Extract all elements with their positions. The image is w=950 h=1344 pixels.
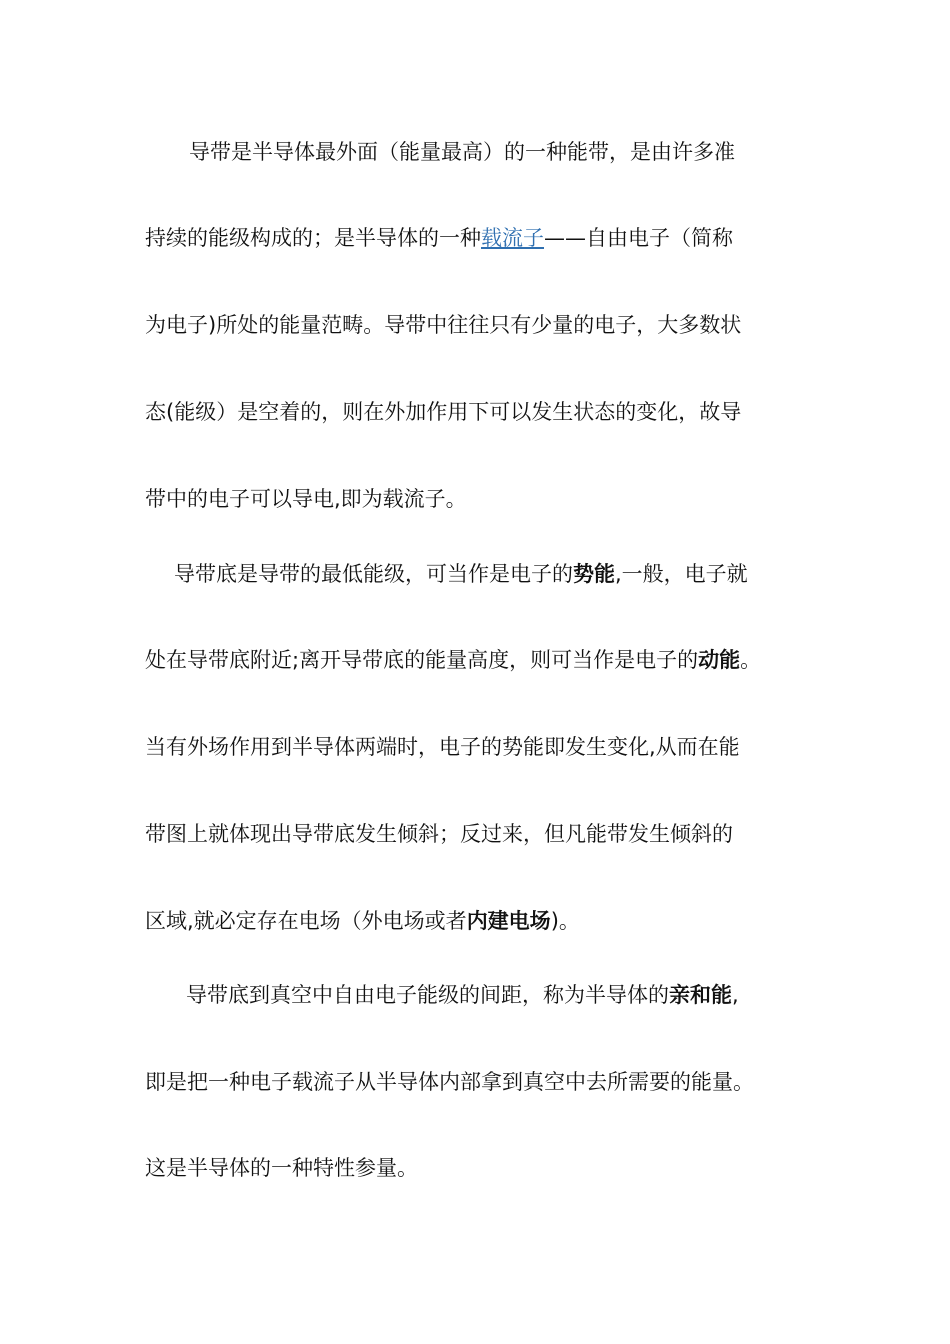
paragraph-1-line-3 xyxy=(145,310,741,340)
text-segment: 即是把一种电子载流子从半导体内部拿到真空中去所需要的能量。 xyxy=(145,1070,754,1094)
text-segment: 这是半导体的一种特性参量。 xyxy=(145,1156,418,1180)
bold-term-electron-affinity: 亲和能 xyxy=(669,983,732,1007)
text-segment: )。 xyxy=(550,909,580,933)
text-segment: 处在导带底附近;离开导带底的能量高度，则可当作是电子的 xyxy=(145,648,699,672)
bold-term-built-in-field: 内建电场 xyxy=(466,909,551,933)
paragraph-2-line-3 xyxy=(145,732,740,762)
text-segment: 导带底到真空中自由电子能级的间距，称为半导体的 xyxy=(186,983,669,1007)
paragraph-1-line-1 xyxy=(189,137,735,167)
paragraph-2-line-1 xyxy=(174,559,748,589)
text-segment: ,一般，电子就 xyxy=(615,562,748,586)
carrier-link[interactable]: 载流子 xyxy=(481,226,544,250)
paragraph-2-line-4 xyxy=(145,819,733,849)
paragraph-1-line-5 xyxy=(145,484,467,514)
paragraph-2-line-2 xyxy=(145,645,761,675)
text-segment: 导带底是导带的最低能级，可当作是电子的 xyxy=(174,562,573,586)
text-segment: 当有外场作用到半导体两端时，电子的势能即发生变化,从而在能 xyxy=(145,735,740,759)
text-segment: 区域,就必定存在电场（外电场或者 xyxy=(145,909,467,933)
bold-term-potential-energy: 势能 xyxy=(573,562,615,586)
paragraph-3-line-2 xyxy=(145,1067,754,1097)
text-segment: , xyxy=(732,983,739,1007)
paragraph-3-line-1 xyxy=(186,980,739,1010)
paragraph-3-line-3 xyxy=(145,1153,418,1183)
paragraph-1-line-2 xyxy=(145,223,733,253)
paragraph-1-line-4 xyxy=(145,397,741,427)
text-segment: 为电子)所处的能量范畴。导带中往往只有少量的电子，大多数状 xyxy=(145,313,742,337)
text-segment: 导带是半导体最外面（能量最高）的一种能带，是由许多准 xyxy=(189,140,735,164)
text-segment: 持续的能级构成的；是半导体的一种 xyxy=(145,226,481,250)
text-segment: 态(能级）是空着的，则在外加作用下可以发生状态的变化，故导 xyxy=(145,400,742,424)
paragraph-2-line-5 xyxy=(145,906,580,936)
text-segment: 。 xyxy=(740,648,762,672)
text-segment: 带中的电子可以导电,即为载流子。 xyxy=(145,487,467,511)
bold-term-kinetic-energy: 动能 xyxy=(698,648,741,672)
text-segment: 带图上就体现出导带底发生倾斜；反过来，但凡能带发生倾斜的 xyxy=(145,822,733,846)
text-segment: ——自由电子（简称 xyxy=(544,226,733,250)
